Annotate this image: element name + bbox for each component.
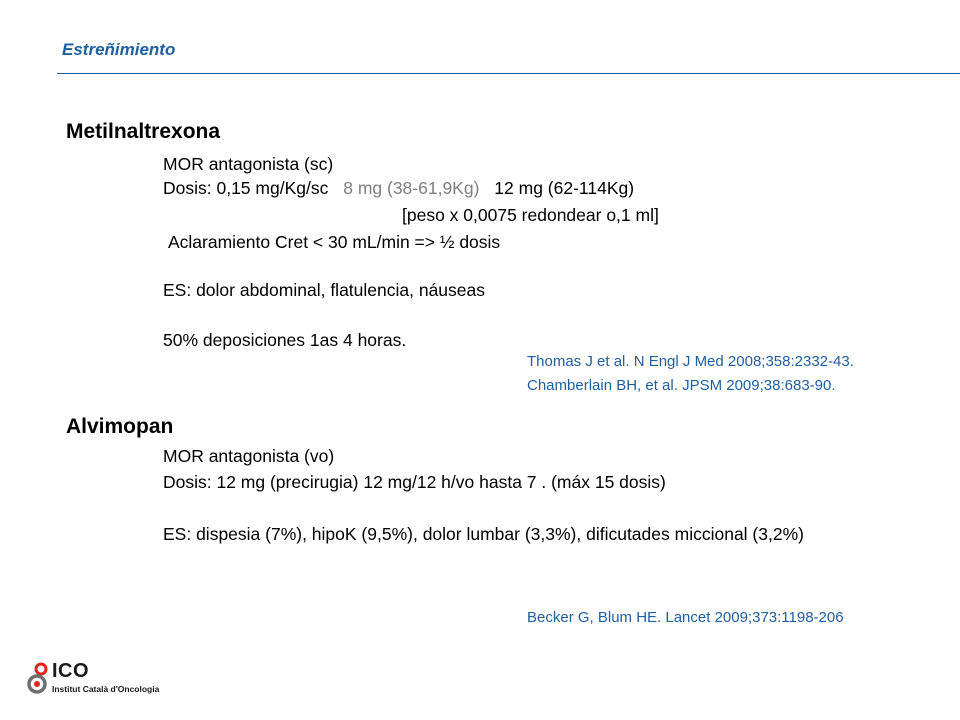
dosis-weight-high: 12 mg (62-114Kg) (494, 178, 635, 198)
slide-header-title: Estreñimiento (62, 40, 176, 59)
metilnaltrexona-dosis-line (163, 178, 634, 199)
metilnaltrexona-peso-line: [peso x 0,0075 redondear o,1 ml] (402, 205, 659, 225)
ico-logo-name: ICO (52, 660, 90, 682)
alvimopan-es-line: ES: dispesia (7%), hipoK (9,5%), dolor lumbar (3,3%), dificutades miccional (3,2%) (163, 524, 804, 544)
reference-becker: Becker G, Blum HE. Lancet 2009;373:1198-206 (527, 609, 844, 626)
ico-logo-mark-icon (26, 660, 52, 700)
metilnaltrexona-mor-line: MOR antagonista (sc) (163, 154, 334, 174)
alvimopan-title: Alvimopan (66, 415, 174, 438)
metilnaltrexona-title: Metilnaltrexona (66, 120, 221, 143)
reference-chamberlain: Chamberlain BH, et al. JPSM 2009;38:683-90. (527, 377, 836, 394)
ico-logo-subtitle: Institut Català d'Oncologia (52, 684, 160, 694)
metilnaltrexona-aclaramiento-line: Aclaramiento Cret < 30 mL/min => ½ dosis (168, 232, 501, 252)
metilnaltrexona-es-line: ES: dolor abdominal, flatulencia, náuseas (163, 280, 486, 300)
reference-thomas: Thomas J et al. N Engl J Med 2008;358:2332-43. (527, 353, 854, 370)
metilnaltrexona-deposiciones-line: 50% deposiciones 1as 4 horas. (163, 330, 407, 350)
alvimopan-dosis-line: Dosis: 12 mg (precirugia) 12 mg/12 h/vo hasta 7 . (máx 15 dosis) (163, 472, 666, 492)
dosis-weight-low: 8 mg (38-61,9Kg) (343, 178, 480, 198)
dosis-prefix: Dosis: 0,15 mg/Kg/sc (163, 178, 329, 198)
ico-logo (26, 660, 166, 700)
header-divider (57, 73, 960, 74)
alvimopan-mor-line: MOR antagonista (vo) (163, 446, 335, 466)
